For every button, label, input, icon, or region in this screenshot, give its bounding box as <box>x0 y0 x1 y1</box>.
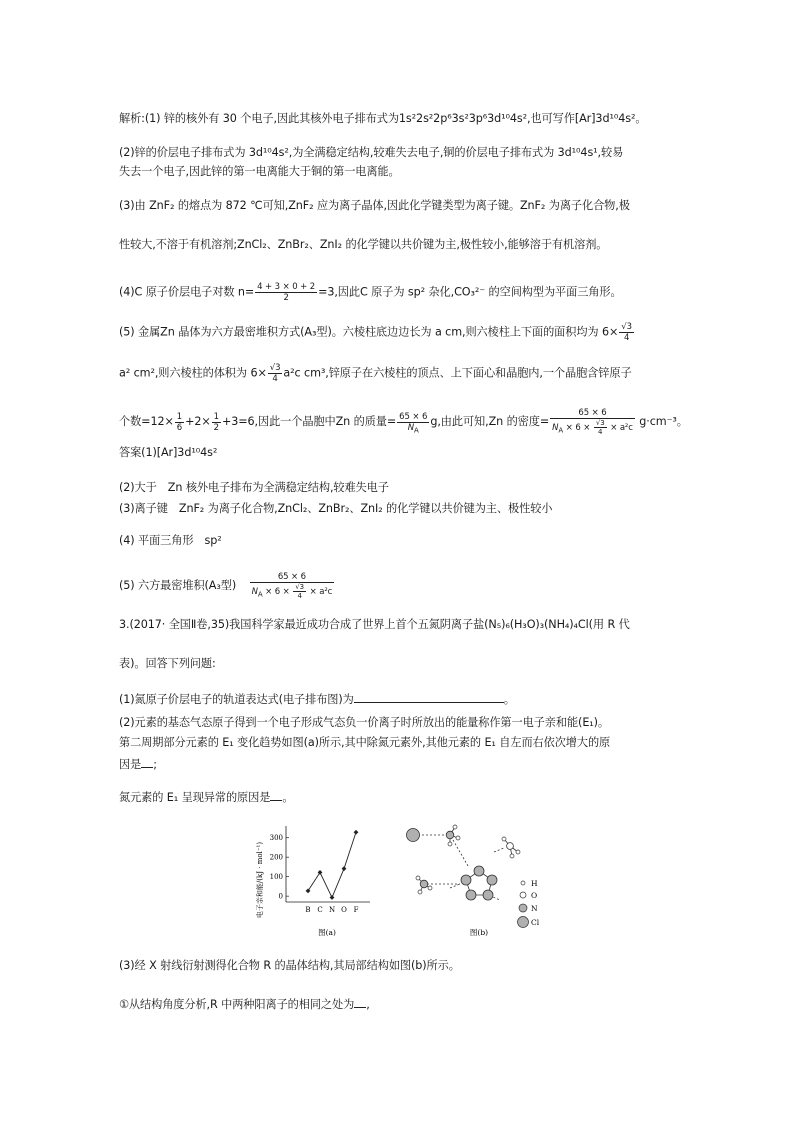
ring-n-atom <box>461 875 471 885</box>
p5-line2b: a²c cm³,锌原子在六棱柱的顶点、上下面心和晶胞内,一个晶胞含锌原子 <box>283 366 632 380</box>
h-atom <box>418 890 422 894</box>
analysis-line-3a: (3)由 ZnF₂ 的熔点为 872 ℃可知,ZnF₂ 应为离子晶体,因此化学键类型为离子键。ZnF₂ 为离子化合物,极 <box>119 199 630 212</box>
x-tick-label-n: N <box>328 906 336 914</box>
ring-n-atom <box>474 866 484 876</box>
h-atom <box>448 842 452 846</box>
q3-sub-3: (3)经 X 射线衍射测得化合物 R 的晶体结构,其局部结构如图(b)所示。 <box>119 959 460 972</box>
p5-line3c: +3=6,因此一个晶胞中Zn 的质量= <box>221 415 397 428</box>
h-atom <box>516 850 520 854</box>
ring-n-atom <box>466 890 476 900</box>
h-atom <box>456 836 460 840</box>
x-tick-label-f: F <box>353 906 359 914</box>
data-point-b <box>306 888 311 893</box>
figure-b-structure <box>400 822 560 942</box>
y-tick-label: 100 <box>269 873 283 882</box>
analysis-line-2b: 失去一个电子,因此锌的第一电离能大于铜的第一电离能。 <box>119 165 400 178</box>
h-atom <box>416 876 420 880</box>
analysis-line-5b <box>119 363 632 384</box>
answer-1: 答案(1)[Ar]3d¹⁰4s² <box>119 446 218 459</box>
x-tick-label-c: C <box>317 906 323 914</box>
p5-line1: (5) 金属Zn 晶体为六方最密堆积方式(A₃型)。六棱柱底边边长为 a cm,则六棱柱上下面的面积均为 6× <box>119 325 619 339</box>
p5-frac-d <box>212 412 221 433</box>
p5-one: 1 <box>176 411 183 422</box>
answer-2: (2)大于 Zn 核外电子排布为全满稳定结构,较难失电子 <box>119 481 389 494</box>
analysis-line-3b: 性较大,不溶于有机溶剂;ZnCl₂、ZnBr₂、ZnI₂ 的化学键以共价键为主,极性较小,能够溶于有机溶剂。 <box>119 238 608 251</box>
chloride-ion <box>407 829 420 842</box>
legend-o-symbol <box>520 892 526 898</box>
p5-frac-a <box>619 322 634 343</box>
legend-n-symbol <box>519 904 527 912</box>
p5-fourb: 4 <box>272 374 278 384</box>
q3-sub-1 <box>119 691 515 708</box>
p5-sqrt3b: √3 <box>269 363 281 373</box>
legend-n-label: N <box>531 904 538 913</box>
q3-sub-3-1 <box>119 996 370 1013</box>
y-tick-label: 200 <box>269 853 283 862</box>
q3-sub-3-1-end: , <box>366 998 370 1011</box>
ring-n-atom <box>483 890 493 900</box>
data-point-f <box>354 830 359 835</box>
answer-blank-3[interactable] <box>270 789 282 801</box>
q3-sub-2a: (2)元素的基态气态原子得到一个电子形成气态负一价离子时所放出的能量称作第一电子亲和能(E₁)。 <box>119 716 610 729</box>
p5-line3d: g,由此可知,Zn 的密度= <box>430 415 550 428</box>
y-tick-label: 300 <box>269 834 283 843</box>
ammonium-n-atom <box>446 831 454 839</box>
answer-3: (3)离子键 ZnF₂ 为离子化合物,ZnCl₂、ZnBr₂、ZnI₂ 的化学键以共价键为主、极性较小 <box>119 502 553 515</box>
answer-5 <box>119 572 335 600</box>
p5-line2a: a² cm²,则六棱柱的体积为 6× <box>119 366 267 380</box>
p5-sqrt3: √3 <box>621 322 632 332</box>
p5-six: 6 <box>176 422 183 433</box>
figure-a-chart <box>250 822 380 942</box>
hydronium-o-atom <box>507 843 514 850</box>
p5-mass-den: $N_A$ <box>407 422 419 435</box>
q3-sub-1-text: (1)氮原子价层电子的轨道表达式(电子排布图)为 <box>119 693 354 706</box>
analysis-line-1: 解析:(1) 锌的核外有 30 个电子,因此其核外电子排布式为1s²2s²2p⁶3s²3p⁶3d¹⁰4s²,也可写作[Ar]3d¹⁰4s²。 <box>119 112 647 125</box>
p5-one-b: 1 <box>213 411 219 422</box>
data-point-c <box>318 870 323 875</box>
q3-sub-2c-end: ; <box>153 758 157 771</box>
answer-5-fraction <box>250 572 335 600</box>
data-point-n <box>330 895 335 900</box>
x-tick-label-o: O <box>341 906 347 914</box>
answer-4: (4) 平面三角形 sp² <box>119 534 222 547</box>
p5-na: N <box>407 422 415 433</box>
q3-sub-1-end: 。 <box>503 693 515 706</box>
legend-o-label: O <box>531 891 538 900</box>
answer-5-text: (5) 六方最密堆积(A₃型) <box>119 579 237 592</box>
q3-sub-2d <box>119 789 293 806</box>
p5-two: 2 <box>213 422 219 433</box>
answer-blank-1[interactable] <box>354 691 504 703</box>
figure-a-series-line <box>308 832 356 897</box>
p4-post: =3,因此C 原子为 sp² 杂化,CO₃²⁻ 的空间构型为平面三角形。 <box>318 285 622 299</box>
legend-h-symbol <box>521 881 525 885</box>
analysis-line-2a: (2)锌的价层电子排布式为 3d¹⁰4s²,为全满稳定结构,较难失去电子,铜的价层电子排布式为 3d¹⁰4s¹,较易 <box>119 146 624 159</box>
answer-5-num: 65 × 6 <box>250 572 335 583</box>
legend-cl-label: Cl <box>531 918 540 927</box>
h-atom <box>428 886 432 890</box>
h-atom <box>502 837 506 841</box>
p5-dens-frac <box>550 408 635 436</box>
q3-line-2: 表)。回答下列问题: <box>119 657 216 670</box>
p4-den: 2 <box>283 293 289 303</box>
p4-num: 4 + 3 × 0 + 2 <box>257 282 316 292</box>
legend <box>518 879 540 928</box>
data-point-o <box>342 866 347 871</box>
ring-n-atom <box>487 875 497 885</box>
x-tick-label-b: B <box>305 906 311 914</box>
p5-mass-frac <box>397 412 429 433</box>
answer-blank-4[interactable] <box>354 996 366 1008</box>
q3-sub-2d-end: 。 <box>282 791 294 804</box>
hydrogen-bonds <box>418 835 504 900</box>
p5-dens-num: 65 × 6 <box>550 408 635 419</box>
q3-sub-2b: 第二周期部分元素的 E₁ 变化趋势如图(a)所示,其中除氮元素外,其他元素的 E₁ 自左而右依次增大的原 <box>119 736 611 749</box>
q3-line-1: 3.(2017· 全国Ⅱ卷,35)我国科学家最近成功合成了世界上首个五氮阴离子盐(N₅)₆(H₃O)₃(NH₄)₄Cl(用 R 代 <box>119 618 630 631</box>
ammonium-n-atom <box>420 880 428 888</box>
figure-a-caption: 图(a) <box>318 928 336 937</box>
p4-fraction <box>255 282 317 303</box>
p5-line3a: 个数=12× <box>119 415 174 428</box>
q3-sub-2c-text: 因是 <box>119 758 142 771</box>
legend-h-label: H <box>531 879 538 888</box>
p5-dens-den: $N_A \times 6$ × $\frac{√3}{4}$ × a²c <box>552 419 633 436</box>
p5-line3b: +2× <box>185 415 211 428</box>
p5-four: 4 <box>623 333 630 343</box>
analysis-line-4 <box>119 282 622 303</box>
answer-blank-2[interactable] <box>141 756 153 768</box>
figure-b-caption: 图(b) <box>469 928 489 937</box>
answer-5-den: $N_A \times 6$ × $\frac{√3}{4}$ × a²c <box>251 583 333 600</box>
q3-sub-3-1-text: ①从结构角度分析,R 中两种阳离子的相同之处为 <box>119 998 355 1011</box>
q3-sub-2c <box>119 756 157 773</box>
p5-line3e: g·cm⁻³。 <box>639 415 688 428</box>
analysis-line-5a <box>119 322 635 343</box>
p4-pre: (4)C 原子价层电子对数 n= <box>119 285 255 299</box>
legend-cl-symbol <box>518 917 529 928</box>
q3-sub-2d-text: 氮元素的 E₁ 呈现异常的原因是 <box>119 791 271 804</box>
p5-frac-c <box>175 412 184 433</box>
analysis-line-5c <box>119 408 688 436</box>
h-atom <box>453 825 457 829</box>
y-tick-label: 0 <box>278 892 283 901</box>
p5-frac-b <box>268 363 283 384</box>
figure-a-ylabel: 电子亲和能/(kJ · mol⁻¹) <box>256 841 264 919</box>
p5-mass-num: 65 × 6 <box>399 411 428 422</box>
h-atom <box>510 854 514 858</box>
